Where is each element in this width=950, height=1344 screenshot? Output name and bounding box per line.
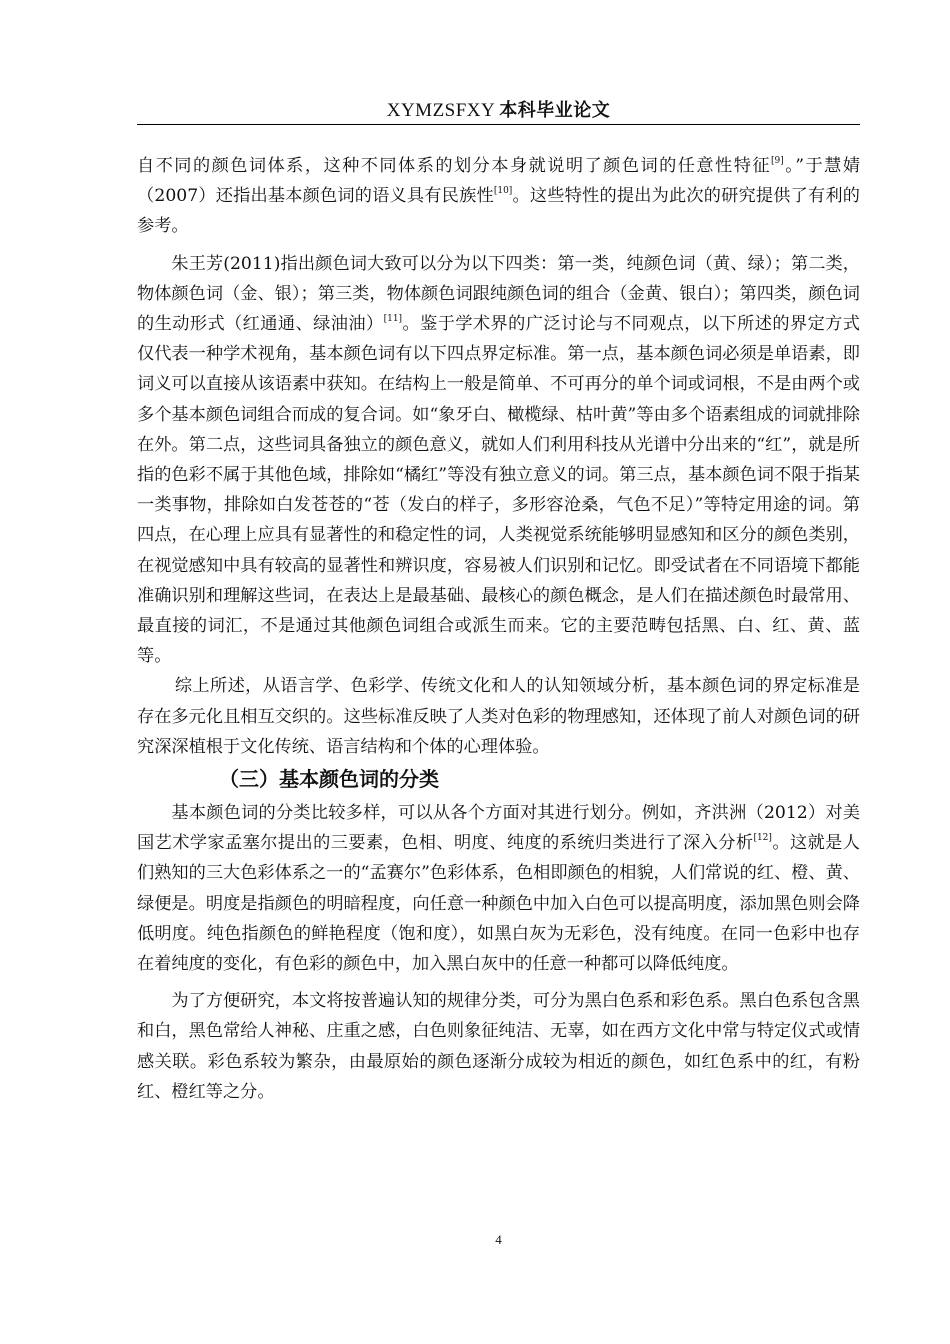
citation-10: [10] [493, 186, 513, 197]
header-rule [137, 124, 860, 125]
page-header [137, 96, 860, 124]
citation-9: [9] [771, 156, 784, 166]
paragraph-text: 。这就是人们熟知的三大色彩体系之一的“孟赛尔”色彩体系，色相即颜色的相貌，人们常说的红、橙、黄、绿便是。明度是指颜色的明暗程度，向任意一种颜色中加入白色可以提高明度，添加黑色则会降低明度。纯色指颜色的鲜艳程度（饱和度），如黑白灰为无彩色，没有纯度。在同一色彩中也存在着纯度的变化，有色彩的颜色中，加入黑白灰中的任意一种都可以降低纯度。 [137, 833, 860, 975]
paragraph-text: 为了方便研究，本文将按普遍认知的规律分类，可分为黑白色系和彩色系。黑白色系包含黑和白，黑色常给人神秘、庄重之感，白色则象征纯洁、无辜，如在西方文化中常与特定仪式或情感关联。彩色系较为繁杂，由最原始的颜色逐渐分成较为相近的颜色，如红色系中的红，有粉红、橙红等之分。 [137, 991, 860, 1102]
paragraph-color-systems [137, 986, 860, 1107]
paragraph-text: 。鉴于学术界的广泛讨论与不同观点，以下所述的界定方式仅代表一种学术视角，基本颜色词有以下四点界定标准。第一点，基本颜色词必须是单语素，即词义可以直接从该语素中获知。在结构上一般是简单、不可再分的单个词或词根，不是由两个或多个基本颜色词组合而成的复合词。如“象牙白、橄榄绿、枯叶黄”等由多个语素组成的词就排除在外。第二点，这些词具备独立的颜色意义，就如人们利用科技从光谱中分出来的“红”，就是所指的色彩不属于其他色域，排除如“橘红”等没有独立意义的词。第三点，基本颜色词不限于指某一类事物，排除如白发苍苍的“苍（发白的样子，多形容沧桑，气色不足）”等特定用途的词。第四点，在心理上应具有显著性的和稳定性的词，人类视觉系统能够明显感知和区分的颜色类别，在视觉感知中具有较高的显著性和辨识度，容易被人们识别和记忆。即受试者在不同语境下都能准确识别和理解这些词，在表达上是最基础、最核心的颜色概念，是人们在描述颜色时最常用、最直接的词汇，不是通过其他颜色词组合或派生而来。它的主要范畴包括黑、白、红、黄、蓝等。 [137, 314, 860, 667]
paragraph-summary [137, 671, 860, 762]
paragraph-continued [137, 151, 860, 242]
paragraph-text: 。”于慧婧（2007）还指出基本颜色词的语义具有民族性 [137, 156, 861, 207]
header-chinese-title: 本科毕业论文 [499, 100, 611, 121]
paragraph-text: 基本颜色词的分类比较多样，可以从各个方面对其进行划分。例如，齐洪洲（2012）对美国艺术学家孟塞尔提出的三要素，色相、明度、纯度的系统归类进行了深入分析 [137, 803, 860, 854]
citation-11: [11] [383, 314, 403, 325]
paragraph-text: 。这些特性的提出为此次的研究提供了有利的参考。 [137, 186, 860, 237]
paragraph-text: 朱王芳(2011)指出颜色词大致可以分为以下四类：第一类，纯颜色词（黄、绿）；第二类，物体颜色词（金、银）；第三类，物体颜色词跟纯颜色词的组合（金黄、银白）；第四类，颜色词的生动形式（红通通、绿油油） [137, 253, 860, 335]
paragraph-definition [137, 249, 860, 672]
citation-12: [12] [753, 833, 772, 844]
paragraph-text: 自不同的颜色词体系，这种不同体系的划分本身就说明了颜色词的任意性特征 [137, 156, 772, 176]
paragraph-text: 综上所述，从语言学、色彩学、传统文化和人的认知领域分析，基本颜色词的界定标准是存在多元化且相互交织的。这些标准反映了人类对色彩的物理感知，还体现了前人对颜色词的研究深深植根于文化传统、语言结构和个体的心理体验。 [137, 676, 860, 757]
page-number: 4 [495, 1232, 502, 1247]
document-body [137, 151, 860, 1107]
header-latin-title: XYMZSFXY [386, 100, 496, 121]
paragraph-classification [137, 798, 860, 979]
section-heading: （三）基本颜色词的分类 [219, 767, 439, 792]
